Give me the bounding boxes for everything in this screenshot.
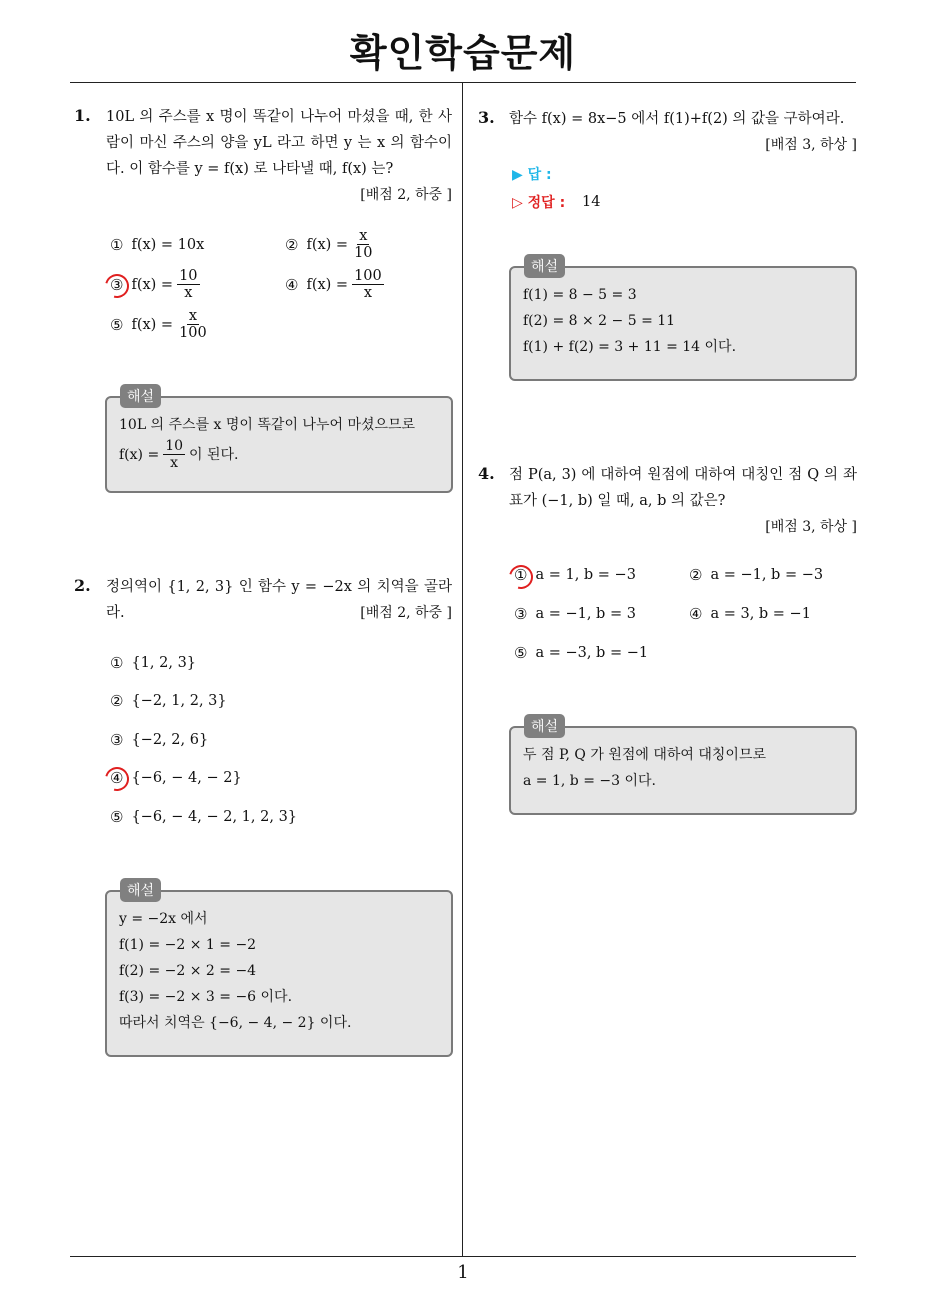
question-3-score: [배점 3, 하상 ] <box>765 137 857 153</box>
fraction <box>177 308 209 341</box>
explanation-line: f(2) = −2 × 2 = −4 <box>119 963 257 979</box>
explanation-tag: 해설 <box>120 878 161 902</box>
explanation-formula: f(x) = <box>119 446 160 463</box>
explanation-line <box>119 438 439 471</box>
explanation-box-4 <box>509 726 857 815</box>
denominator: x <box>184 285 193 301</box>
option-marker: ③ <box>514 605 528 623</box>
explanation-tag: 해설 <box>524 714 565 738</box>
column-divider <box>462 82 463 1257</box>
page-title: 확인학습문제 <box>349 31 577 75</box>
option-text: a = 1, b = −3 <box>535 567 636 583</box>
explanation-line: f(1) + f(2) = 3 + 11 = 14 이다. <box>523 339 737 355</box>
explanation-tag: 해설 <box>524 254 565 278</box>
explanation-line: f(1) = −2 × 1 = −2 <box>119 937 257 953</box>
option-text: {1, 2, 3} <box>131 655 197 671</box>
option-marker: ① <box>110 654 124 672</box>
option-marker: ③ <box>110 275 124 294</box>
question-2-number: 2. <box>74 576 91 595</box>
question-2-text: 정의역이 {1, 2, 3} 인 함수 y = −2x 의 치역을 골라라. <box>106 579 452 621</box>
q2-option-3[interactable] <box>110 731 208 749</box>
q4-option-3[interactable] <box>514 605 636 623</box>
question-1-number: 1. <box>74 106 91 125</box>
selected-answer-circle <box>101 763 134 796</box>
option-marker: ⑤ <box>110 315 124 334</box>
question-3 <box>509 106 857 158</box>
bottom-rule <box>70 1256 856 1257</box>
fraction <box>352 268 384 301</box>
option-text: {−2, 1, 2, 3} <box>131 693 227 709</box>
explanation-tag: 해설 <box>120 384 161 408</box>
denominator: 100 <box>179 325 207 341</box>
option-marker: ② <box>689 566 703 584</box>
option-marker: ① <box>514 566 528 584</box>
page-number: 1 <box>457 1262 469 1283</box>
question-1-text: 10L 의 주스를 x 명이 똑같이 나누어 마셨을 때, 한 사람이 마신 주스의 양을 yL 라고 하면 y 는 x 의 함수이다. 이 함수를 y = f(x) 로 나타낼 때, f(x) 는? <box>106 109 452 177</box>
question-3-number: 3. <box>478 108 495 127</box>
q2-option-4[interactable] <box>110 769 242 787</box>
option-marker: ④ <box>689 605 703 623</box>
option-marker: ② <box>285 235 299 254</box>
option-text: {−2, 2, 6} <box>131 732 209 748</box>
option-text: a = −1, b = −3 <box>710 567 824 583</box>
explanation-line: f(3) = −2 × 3 = −6 이다. <box>119 989 293 1005</box>
question-2-score: [배점 2, 하중 ] <box>360 605 452 621</box>
option-text: f(x) = <box>306 236 349 253</box>
question-1-score: [배점 2, 하중 ] <box>360 187 452 203</box>
option-text: {−6, − 4, − 2} <box>131 770 242 786</box>
option-marker: ② <box>110 692 124 710</box>
option-text: f(x) = <box>306 276 349 293</box>
q2-option-5[interactable] <box>110 808 297 826</box>
option-text: f(x) = <box>131 276 174 293</box>
numerator: x <box>188 308 198 324</box>
explanation-box-3 <box>509 266 857 381</box>
option-marker: ④ <box>110 769 124 787</box>
q4-option-4[interactable] <box>689 605 811 623</box>
option-marker: ⑤ <box>514 644 528 662</box>
q1-option-1[interactable] <box>110 236 204 254</box>
explanation-box-2 <box>105 890 453 1057</box>
option-text: f(x) = 10x <box>131 237 205 253</box>
option-text: a = 3, b = −1 <box>710 606 811 622</box>
explanation-line: 10L 의 주스를 x 명이 똑같이 나누어 마셨으므로 <box>119 417 416 433</box>
option-text: a = −1, b = 3 <box>535 606 636 622</box>
option-marker: ④ <box>285 275 299 294</box>
option-marker: ① <box>110 236 124 254</box>
q1-option-2[interactable] <box>285 228 375 261</box>
question-4-score: [배점 3, 하상 ] <box>765 519 857 535</box>
q2-option-2[interactable] <box>110 692 227 710</box>
option-marker: ③ <box>110 731 124 749</box>
q2-option-1[interactable] <box>110 654 196 672</box>
numerator: 10 <box>165 438 184 454</box>
numerator: x <box>359 228 368 244</box>
denominator: x <box>363 285 373 301</box>
fraction <box>352 228 374 261</box>
explanation-text: 이 된다. <box>189 446 239 463</box>
question-4-number: 4. <box>478 464 495 483</box>
answer-label: ▶ 답 : <box>512 167 552 183</box>
explanation-line: f(2) = 8 × 2 − 5 = 11 <box>523 313 676 329</box>
option-text: {−6, − 4, − 2, 1, 2, 3} <box>131 809 298 825</box>
top-rule <box>70 82 856 83</box>
option-text: a = −3, b = −1 <box>535 645 649 661</box>
question-4 <box>509 462 857 540</box>
q1-option-5[interactable] <box>110 308 209 341</box>
question-1 <box>106 104 452 208</box>
question-3-text: 함수 f(x) = 8x−5 에서 f(1)+f(2) 의 값을 구하여라. <box>509 111 845 127</box>
denominator: 10 <box>354 245 373 261</box>
explanation-line: y = −2x 에서 <box>119 911 208 927</box>
q4-option-5[interactable] <box>514 644 648 662</box>
fraction <box>177 268 199 301</box>
explanation-line: 두 점 P, Q 가 원점에 대하여 대칭이므로 <box>523 747 766 763</box>
explanation-line: 따라서 치역은 {−6, − 4, − 2} 이다. <box>119 1015 352 1031</box>
numerator: 100 <box>354 268 382 284</box>
explanation-box-1 <box>105 396 453 493</box>
numerator: 10 <box>179 268 198 284</box>
q1-option-4[interactable] <box>285 268 384 301</box>
fraction <box>163 438 185 471</box>
option-marker: ⑤ <box>110 808 124 826</box>
correct-answer-label: ▷ 정답 : <box>512 195 566 211</box>
explanation-line: f(1) = 8 − 5 = 3 <box>523 287 637 303</box>
q4-option-2[interactable] <box>689 566 823 584</box>
denominator: x <box>170 455 179 471</box>
correct-answer-value: 14 <box>582 194 601 210</box>
explanation-line: a = 1, b = −3 이다. <box>523 773 656 789</box>
question-4-text: 점 P(a, 3) 에 대하여 원점에 대하여 대칭인 점 Q 의 좌표가 (−1, b) 일 때, a, b 의 값은? <box>509 467 857 509</box>
option-text: f(x) = <box>131 316 174 333</box>
